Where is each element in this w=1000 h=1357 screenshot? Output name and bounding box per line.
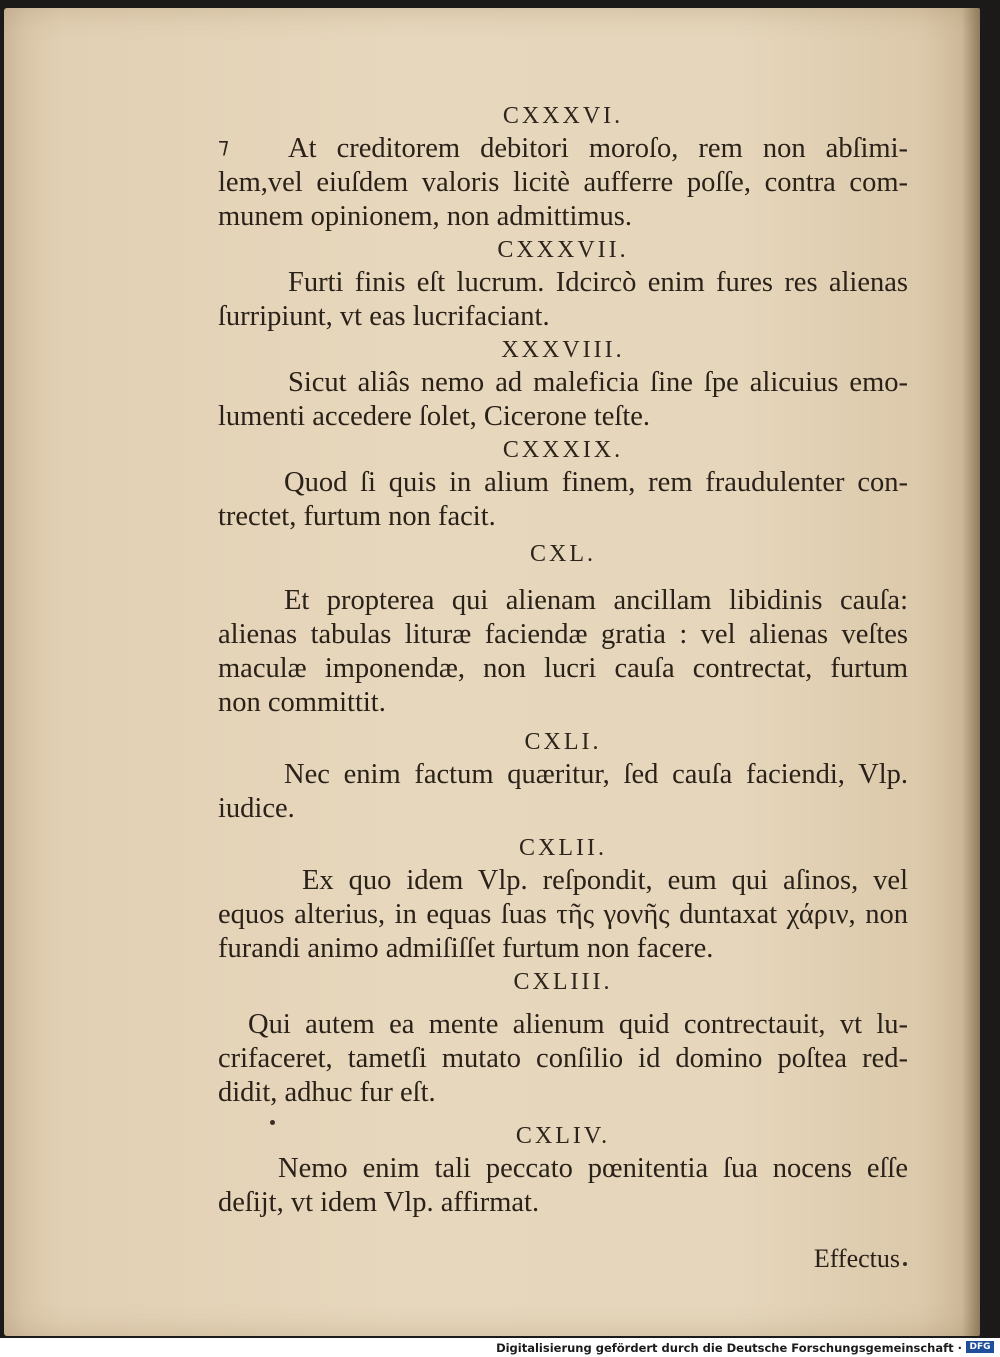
section-heading: CXLI. [524,729,602,755]
marginal-mark: ⁊ [218,133,229,158]
text-line: trectet, furtum non facit. [218,501,496,532]
text-line: furandi animo admiſiſſet furtum non facere. [218,933,714,964]
text-line: Nec enim factum quæritur, ſed cauſa faciendi, Vlp. [284,759,908,790]
dfg-logo-icon: DFG [966,1341,994,1353]
page-text [218,100,908,1276]
text-line: Sicut aliâs nemo ad maleficia ſine ſpe alicuius emo- [288,367,908,398]
section-paragraph [218,864,908,966]
text-line: Ex quo idem Vlp. reſpondit, eum qui aſinos, vel [302,865,908,896]
digitization-footer [0,1338,1000,1357]
section-paragraph [218,366,908,434]
text-line: didit, adhuc fur eſt. [218,1077,436,1108]
text-line: Et propterea qui alienam ancillam libidinis cauſa: [284,585,908,616]
text-line: iudice. [218,793,295,824]
text-line: Nemo enim tali peccato pœnitentia ſua nocens eſſe [278,1153,908,1184]
text-line: lumenti accedere ſolet, Cicerone teſte. [218,401,651,432]
section-paragraph [218,466,908,534]
text-line: At creditorem debitori moroſo, rem non abſimi- [288,133,908,164]
section-heading: CXXXIX. [502,437,624,463]
text-line: Furti finis eſt lucrum. Idcircò enim fures res alienas [288,267,908,298]
text-line: crifaceret, tametſi mutato conſilio id domino poſtea red- [218,1043,908,1074]
text-line: equos alterius, in equas ſuas τῆς γονῆς duntaxat χάριν, non [218,899,908,930]
section-paragraph [218,132,908,234]
text-line: non committit. [218,687,386,718]
page-edge-shadow [962,8,980,1336]
section-paragraph [218,1008,908,1110]
text-line: Quod ſi quis in alium finem, rem fraudulenter con- [284,467,908,498]
text-line: ſurripiunt, vt eas lucrifaciant. [218,301,550,332]
section-heading: XXXVIII. [501,337,625,363]
text-line: deſijt, vt idem Vlp. affirmat. [218,1187,540,1218]
section-paragraph [218,266,908,334]
section-paragraph [218,758,908,826]
catchword: Effectus [813,1244,900,1273]
text-line: maculæ imponendæ, non lucri cauſa contrectat, furtum [218,653,908,684]
section-heading: CXLIV. [515,1123,611,1149]
section-heading: CXXXVI. [502,103,624,129]
text-line: lem,vel eiuſdem valoris licitè aufferre poſſe, contra com- [218,167,908,198]
ink-dot [903,1262,907,1266]
section-heading: CXLII. [519,835,607,861]
footer-credit: Digitalisierung gefördert durch die Deutsche Forschungsgemeinschaft · [496,1341,962,1355]
section-paragraph [218,1152,908,1220]
text-line: Qui autem ea mente alienum quid contrectauit, vt lu- [248,1009,908,1040]
ink-dot [270,1120,275,1125]
section-paragraph [218,584,908,720]
text-line: alienas tabulas lituræ faciendæ gratia : vel alienas veſtes [218,619,908,650]
section-heading: CXXXVII. [497,237,629,263]
section-heading: CXLIII. [513,969,613,995]
section-heading: CXL. [530,541,596,567]
text-line: munem opinionem, non admittimus. [218,201,633,232]
